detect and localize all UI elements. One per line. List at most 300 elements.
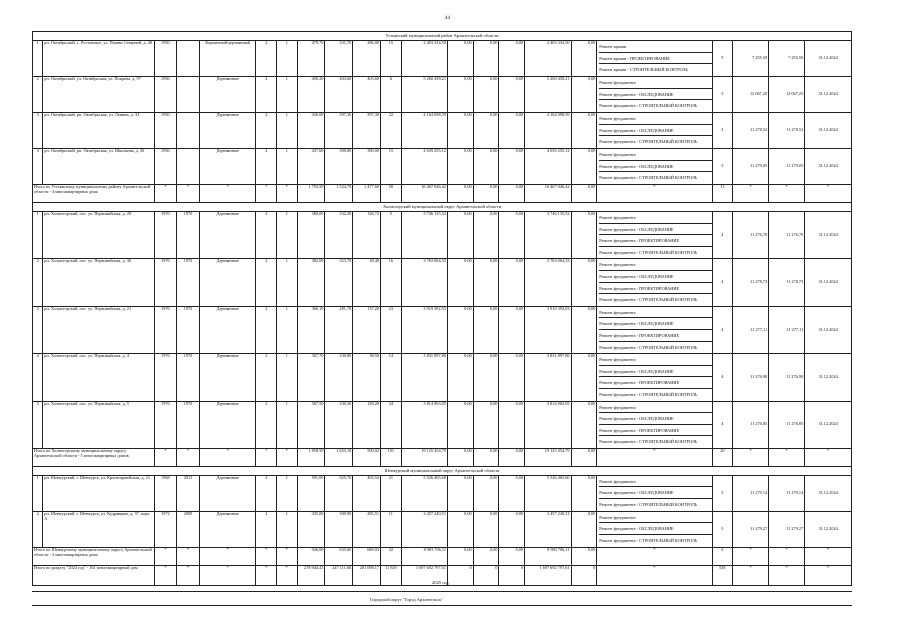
placeholder-cell: * [769,565,805,585]
works-cell [597,354,712,401]
deadline-cell: 31.12.2024 [805,511,852,547]
residents-cell: 5 [381,212,402,259]
deadline-cell: 31.12.2024 [805,113,852,149]
works-cell [597,149,712,185]
table-row [33,113,852,149]
total-label: Итого по Холмогорскому муниципальному округу Архангельской области - 5 многоквартирных домов [33,448,155,466]
year-reconstructed-cell [177,113,200,149]
area-residential-cell: 689,03 [353,547,381,565]
max-cost-cell: 11 278,73 [769,259,805,306]
placeholder-cell: * [199,185,256,203]
entrances-cell: 1 [277,149,298,185]
placeholder-cell: * [805,185,852,203]
work-item: Ремонт фундамента [599,476,711,488]
section-title: Шенкурский муниципальный округ Архангельской области [33,466,852,475]
area-residential-cell: 38,50 [353,354,381,401]
placeholder-cell: * [733,547,769,565]
work-item: Ремонт фундамента - ОБСЛЕДОВАНИЕ [599,224,711,236]
works-cell [597,113,712,149]
fund-cell: 0,00 [447,77,473,113]
year-built-cell: 1970 [154,401,177,448]
floors-cell: 2 [256,77,277,113]
regional-cell: 0,00 [473,547,499,565]
fund-cell: 0,00 [447,41,473,77]
residents-cell: 22 [381,113,402,149]
other-cell: 0 [571,565,597,585]
residents-cell: 34 [381,401,402,448]
works-cell [597,511,712,547]
fund-cell: 0,00 [447,113,473,149]
municipal-cell: 0,00 [499,475,525,511]
regional-cell: 0 [473,565,499,585]
area-living-cell: 331,70 [325,41,353,77]
regional-cell: 0,00 [473,306,499,353]
entrances-cell: 1 [277,475,298,511]
priority-cell: 4 [712,212,733,259]
max-cost-cell: 11 279,27 [769,511,805,547]
floors-cell: 2 [256,475,277,511]
fund-cell: 0,00 [447,306,473,353]
deadline-cell: 31.12.2024 [805,354,852,401]
owners-cell: 19 125 454,79 [525,448,571,466]
owners-cell: 4 164 098,59 [525,113,571,149]
area-living-cell: 309,90 [325,511,353,547]
owners-cell: 3 746 135,52 [525,212,571,259]
wall-material-cell: Деревянные [199,511,256,547]
work-item: Ремонт фундамента - СТРОИТЕЛЬНЫЙ КОНТРОЛЬ [599,502,698,508]
area-total-cell: 591,00 [297,475,325,511]
cost-total-cell: 3 919 392,03 [401,306,447,353]
floors-cell: 2 [256,149,277,185]
max-cost-cell: 11 278,52 [769,113,805,149]
max-cost-cell: 11 276,85 [769,401,805,448]
area-living-cell: 635,60 [325,547,353,565]
work-item: Ремонт фундамента - СТРОИТЕЛЬНЫЙ КОНТРОЛЬ [599,139,698,145]
residents-cell: 21 [381,475,402,511]
residents-cell: 11 929 [381,565,402,585]
table-row [33,41,852,77]
entrances-cell: 1 [277,113,298,149]
row-number: 1 [33,212,43,259]
unit-cost-cell: 11 279,27 [733,511,769,547]
table-row [33,149,852,185]
year-reconstructed-cell: 2009 [177,511,200,547]
owners-cell: 3 457 240,51 [525,511,571,547]
work-item: Ремонт фундамента - ОБСЛЕДОВАНИЕ [599,413,711,425]
year-built-cell: 1972 [154,511,177,547]
area-residential-cell: 126,72 [353,212,381,259]
placeholder-cell: * [597,185,712,203]
municipal-cell: 0,00 [499,77,525,113]
wall-material-cell: Деревянные [199,259,256,306]
table-row [33,511,852,547]
section-total-row [33,448,852,466]
floors-cell: 2 [256,511,277,547]
area-residential-cell: 390,00 [353,149,381,185]
municipal-cell: 0,00 [499,511,525,547]
fund-cell: 0,00 [447,354,473,401]
area-total-cell: 926,00 [297,547,325,565]
address-cell: рп. Шенкурский, г. Шенкурск, ул. Красноармейская, д. 21 [43,475,154,511]
wall-material-cell: Деревянные [199,149,256,185]
max-cost-cell: 11 279,14 [769,475,805,511]
work-item: Ремонт крыши - СТРОИТЕЛЬНЫЙ КОНТРОЛЬ [599,67,688,73]
owners-cell: 3 814 963,05 [525,401,571,448]
wall-material-cell: Деревянные [199,77,256,113]
year-built-cell: 1950 [154,113,177,149]
row-number: 2 [33,77,43,113]
page-number: 44 [445,16,450,21]
fund-cell: 0,00 [447,212,473,259]
cost-total-cell: 5 526 465,60 [401,475,447,511]
regional-cell: 0,00 [473,212,499,259]
area-living-cell: 323,70 [325,259,353,306]
area-residential-cell: 201 098,17 [353,565,381,585]
area-living-cell: 325,70 [325,475,353,511]
year-built-cell: 1950 [154,41,177,77]
entrances-cell: 1 [277,511,298,547]
address-cell: рп. Холмогорский, пос. ул. Первомайская, д. 20 [43,212,154,259]
regional-cell: 0,00 [473,41,499,77]
placeholder-cell: * [805,448,852,466]
area-residential-cell: 509,02 [353,448,381,466]
cost-total-cell: 3 814 963,05 [401,401,447,448]
entrances-cell: 1 [277,41,298,77]
work-item: Ремонт фундамента - ОБСЛЕДОВАНИЕ [599,366,711,378]
address-cell: рп. Холмогорский, пос. ул. Первомайская, д. 4 [43,354,154,401]
cost-total-cell: 4 639 255,12 [401,149,447,185]
year-reconstructed-cell: 1970 [177,212,200,259]
section-title: Холмогорский муниципальный округ Архангельской области [33,203,852,212]
work-item: Ремонт фундамента [599,512,711,524]
row-number: 1 [33,475,43,511]
placeholder-cell: * [154,185,177,203]
works-cell [597,41,712,77]
regional-cell: 0,00 [473,149,499,185]
section-header-row [33,203,852,212]
placeholder-cell: * [154,565,177,585]
work-item: Ремонт фундамента - ОБСЛЕДОВАНИЕ [599,271,711,283]
priority-cell: 4 [712,306,733,353]
cost-total-cell: 2 403 334,50 [401,41,447,77]
area-total-cell: 380,00 [297,212,325,259]
regional-cell: 0,00 [473,401,499,448]
wall-material-cell: Деревянные [199,212,256,259]
placeholder-cell: * [769,448,805,466]
municipal-cell: 0 [499,565,525,585]
priority-cell: 5 [712,41,733,77]
area-residential-cell: 38,40 [353,259,381,306]
year-built-cell: 1970 [154,306,177,353]
unit-cost-cell: 7 255,50 [733,41,769,77]
work-item: Ремонт фундамента [599,77,711,89]
residents-cell: 14 [381,354,402,401]
placeholder-cell: * [177,448,200,466]
max-cost-cell: 11 276,90 [769,354,805,401]
unit-cost-cell: 11 279,05 [733,149,769,185]
work-item: Ремонт фундамента - ОБСЛЕДОВАНИЕ [599,125,711,137]
other-cell: 0,00 [571,41,597,77]
works-cell [597,212,712,259]
municipal-cell: 0,00 [499,149,525,185]
placeholder-cell: * [277,547,298,565]
year-reconstructed-cell [177,149,200,185]
other-cell: 0,00 [571,401,597,448]
year-reconstructed-cell: 2013 [177,475,200,511]
area-residential-cell: 403,60 [353,77,381,113]
unit-cost-cell: 11 278,73 [733,259,769,306]
owners-cell: 5 260 458,21 [525,77,571,113]
placeholder-cell: * [199,565,256,585]
row-number: 5 [33,401,43,448]
placeholder-cell: * [256,448,277,466]
unit-cost-cell: 11 276,70 [733,212,769,259]
year-reconstructed-cell: 1970 [177,401,200,448]
regional-cell: 0,00 [473,475,499,511]
table-row [33,212,852,259]
municipal-cell: 0,00 [499,306,525,353]
priority-cell: 3 [712,475,733,511]
work-item: Ремонт фундамента [599,354,711,366]
unit-cost-cell: 11 276,85 [733,401,769,448]
year-reconstructed-cell: 1970 [177,259,200,306]
work-item: Ремонт фундамента - СТРОИТЕЛЬНЫЙ КОНТРОЛЬ [599,175,698,181]
work-item: Ремонт фундамента [599,402,711,414]
area-living-cell: 330,30 [325,401,353,448]
area-residential-cell: 403,52 [353,475,381,511]
floors-cell: 2 [256,259,277,306]
area-living-cell: 281,70 [325,306,353,353]
fund-cell: 0,00 [447,401,473,448]
area-total-cell: 335,00 [297,511,325,547]
area-living-cell: 1 653,10 [325,448,353,466]
owners-cell: 1 697 692 797,61 [525,565,571,585]
area-living-cell: 403,60 [325,77,353,113]
priority-cell: 6 [712,547,733,565]
table-row [33,354,852,401]
cost-total-cell: 3 763 064,33 [401,259,447,306]
regional-cell: 0,00 [473,511,499,547]
work-item: Ремонт фундамента - СТРОИТЕЛЬНЫЙ КОНТРОЛЬ [599,439,698,445]
works-cell [597,306,712,353]
cost-total-cell: 3 457 240,51 [401,511,447,547]
regional-cell: 0,00 [473,354,499,401]
area-total-cell: 367,50 [297,401,325,448]
residents-cell: 101 [381,448,402,466]
area-total-cell: 1 858,50 [297,448,325,466]
cost-total-cell: 3 831 897,86 [401,354,447,401]
area-total-cell: 479,70 [297,41,325,77]
placeholder-cell: * [805,565,852,585]
address-cell: рп. Шенкурский, г. Шенкурск, ул. Кудрявцева, д. 37, корп. А [43,511,154,547]
floors-cell: 2 [256,306,277,353]
municipal-cell: 0,00 [499,41,525,77]
municipal-cell: 0,00 [499,401,525,448]
placeholder-cell: * [277,448,298,466]
other-cell: 0,00 [571,306,597,353]
placeholder-cell: * [733,185,769,203]
priority-cell: 3 [712,77,733,113]
work-item: Ремонт фундамента - ОБСЛЕДОВАНИЕ [599,161,711,173]
works-cell [597,77,712,113]
area-residential-cell: 397,30 [353,113,381,149]
wall-material-cell: Деревянные [199,401,256,448]
section-title: Устьянский муниципальный район Архангельской области [33,32,852,41]
regional-cell: 0,00 [473,185,499,203]
other-cell: 0,00 [571,113,597,149]
priority-cell: 20 [712,448,733,466]
placeholder-cell: * [733,565,769,585]
address-cell: рп. Холмогорский, пос. ул. Первомайская, д. 36 [43,259,154,306]
priority-cell: 3 [712,149,733,185]
year-built-cell: 1968 [154,475,177,511]
residents-cell: 32 [381,547,402,565]
other-cell: 0,00 [571,547,597,565]
deadline-cell: 31.12.2024 [805,149,852,185]
work-item: Ремонт фундамента - ОБСЛЕДОВАНИЕ [599,89,711,101]
work-item: Ремонт фундамента - СТРОИТЕЛЬНЫЙ КОНТРОЛЬ [599,538,698,544]
municipal-cell: 0,00 [499,354,525,401]
cost-total-cell: 16 467 046,42 [401,185,447,203]
cost-total-cell: 19 125 454,79 [401,448,447,466]
footer-divider-bottom [32,605,852,606]
works-cell [597,259,712,306]
municipal-cell: 0,00 [499,185,525,203]
year-built-cell: 1970 [154,259,177,306]
other-cell: 0,00 [571,77,597,113]
placeholder-cell: * [805,547,852,565]
area-living-cell: 332,20 [325,212,353,259]
total-label: Итого по Устьянскому муниципальному району Архангельской области - 4 многоквартирных дома [33,185,155,203]
fund-cell: 0,00 [447,185,473,203]
entrances-cell: 1 [277,77,298,113]
year-built-cell: 1950 [154,149,177,185]
residents-cell: 16 [381,259,402,306]
table-row [33,475,852,511]
max-cost-cell: 11 277,11 [769,306,805,353]
other-cell: 0,00 [571,259,597,306]
owners-cell: 3 919 392,03 [525,306,571,353]
address-cell: рп. Холмогорский, пос. ул. Первомайская, д. 5 [43,401,154,448]
section-header-row [33,466,852,475]
regional-cell: 0,00 [473,113,499,149]
max-cost-cell: 11 279,05 [769,149,805,185]
area-total-cell: 382,00 [297,259,325,306]
placeholder-cell: * [597,448,712,466]
year-reconstructed-cell [177,41,200,77]
owners-cell: 5 526 465,60 [525,475,571,511]
placeholder-cell: * [256,565,277,585]
area-residential-cell: 130,20 [353,401,381,448]
total-label: Итого по разделу "2024 год" - 161 многоквартирный дом [33,565,155,585]
placeholder-cell: * [199,448,256,466]
fund-cell: 0,00 [447,448,473,466]
placeholder-cell: * [154,448,177,466]
deadline-cell: 31.12.2024 [805,212,852,259]
residents-cell: 15 [381,41,402,77]
priority-cell: 4 [712,354,733,401]
residents-cell: 6 [381,77,402,113]
capital-repair-table [32,31,852,586]
fund-cell: 0,00 [447,149,473,185]
address-cell: рп. Холмогорский, пос. ул. Первомайская, д. 21 [43,306,154,353]
priority-cell: 4 [712,259,733,306]
other-cell: 0,00 [571,149,597,185]
municipal-cell: 0,00 [499,113,525,149]
placeholder-cell: * [154,547,177,565]
priority-cell: 4 [712,401,733,448]
owners-cell: 3 831 897,86 [525,354,571,401]
floors-cell: 2 [256,401,277,448]
area-total-cell: 450,20 [297,77,325,113]
work-item: Ремонт фундамента - ОБСЛЕДОВАНИЕ [599,487,711,499]
regional-cell: 0,00 [473,77,499,113]
area-residential-cell: 137,20 [353,306,381,353]
area-residential-cell: 286,00 [353,41,381,77]
deadline-cell: 31.12.2024 [805,259,852,306]
area-living-cell: 1 524,70 [325,185,353,203]
address-cell: рп. Октябрьский, рп. Октябрьская, ул. Ленина, д. 33 [43,113,154,149]
regional-cell: 0,00 [473,448,499,466]
deadline-cell: 31.12.2024 [805,306,852,353]
deadline-cell: 31.12.2024 [805,41,852,77]
wall-material-cell: Кирпичный/деревянный [199,41,256,77]
owners-cell: 4 639 255,12 [525,149,571,185]
unit-cost-cell: 11 278,52 [733,113,769,149]
placeholder-cell: * [177,547,200,565]
area-living-cell: 330,80 [325,354,353,401]
residents-cell: 23 [381,306,402,353]
work-item: Ремонт фундамента - ПРОЕКТИРОВАНИЕ [599,235,711,247]
municipal-cell: 0,00 [499,259,525,306]
area-total-cell: 436,00 [297,113,325,149]
work-item: Ремонт фундамента - ОБСЛЕДОВАНИЕ [599,523,711,535]
floors-cell: 2 [256,113,277,149]
row-number: 3 [33,306,43,353]
other-cell: 0,00 [571,448,597,466]
table-row [33,77,852,113]
residents-cell: 58 [381,185,402,203]
row-number: 2 [33,259,43,306]
table-row [33,259,852,306]
other-cell: 0,00 [571,354,597,401]
placeholder-cell: * [177,565,200,585]
other-cell: 0,00 [571,185,597,203]
work-item: Ремонт фундамента - ПРОЕКТИРОВАНИЕ [599,283,711,295]
regional-cell: 0,00 [473,259,499,306]
work-item: Ремонт фундамента - СТРОИТЕЛЬНЫЙ КОНТРОЛЬ [599,297,698,303]
row-number: 2 [33,511,43,547]
floors-cell: 2 [256,354,277,401]
year-reconstructed-cell [177,77,200,113]
max-cost-cell: 7 255,50 [769,41,805,77]
max-cost-cell: 12 067,25 [769,77,805,113]
section-header-row [33,32,852,41]
work-item: Ремонт фундамента - СТРОИТЕЛЬНЫЙ КОНТРОЛЬ [599,249,698,255]
placeholder-cell: * [769,547,805,565]
area-total-cell: 278 944,41 [297,565,325,585]
year-built-cell: 1970 [154,354,177,401]
placeholder-cell: * [277,185,298,203]
priority-cell: 538 [712,565,733,585]
work-item: Ремонт фундамента [599,307,711,319]
entrances-cell: 1 [277,354,298,401]
unit-cost-cell: 12 067,25 [733,77,769,113]
cost-total-cell: 1 697 692 797,61 [401,565,447,585]
total-label: Итого по Шенкурскому муниципальному округу Архангельской области - 2 многоквартирных дома [33,547,155,565]
fund-cell: 0,00 [447,259,473,306]
work-item: Ремонт фундамента - СТРОИТЕЛЬНЫЙ КОНТРОЛЬ [599,344,698,350]
